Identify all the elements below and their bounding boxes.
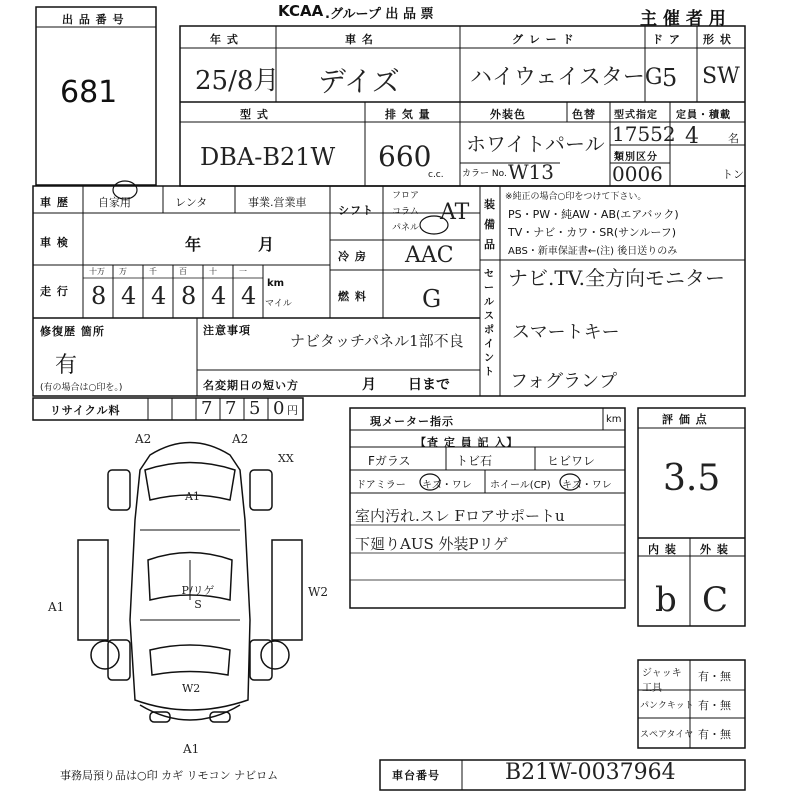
evaluation-label: 評 価 点 xyxy=(662,413,708,426)
exterior-grade: C xyxy=(702,580,729,620)
recycle-digit: 7 xyxy=(201,398,213,419)
expiry-month: 月 xyxy=(362,377,376,393)
grade-value: ハイウェイスターG xyxy=(470,65,663,90)
shape-value: SW xyxy=(702,64,740,89)
color-change-label: 色替 xyxy=(572,108,596,121)
brand-logo: KCAA xyxy=(278,2,324,20)
shift-value: AT xyxy=(440,200,470,225)
caution-label: 注意事項 xyxy=(203,324,251,337)
class-value: 0006 xyxy=(612,162,663,186)
evaluation-score: 3.5 xyxy=(663,458,721,499)
mileage-label: 走 行 xyxy=(40,285,69,298)
history-option-rental: レンタ xyxy=(175,196,208,209)
spare-label: スペアタイヤ xyxy=(640,730,694,740)
shift-panel: パネル xyxy=(392,223,420,233)
cc-unit: c.c. xyxy=(428,170,444,180)
doors-label: ド ア xyxy=(652,33,681,46)
class-label: 類別区分 xyxy=(614,152,658,163)
exterior-label: 外 装 xyxy=(700,543,729,556)
shift-label: シフト xyxy=(338,204,374,217)
wheel-status: キズ・ワレ xyxy=(562,480,612,491)
glass-label: Fガラス xyxy=(368,454,411,468)
diagram-mark-front-right: A2 xyxy=(232,432,249,446)
diagram-mark-xx: XX xyxy=(278,452,294,465)
diagram-mark-front-left: A2 xyxy=(135,432,152,446)
name-label: 車 名 xyxy=(345,33,374,46)
spare-value: 有・無 xyxy=(698,728,731,741)
model-label: 型 式 xyxy=(240,108,269,121)
doors-value: 5 xyxy=(662,64,678,92)
sales-point-1: ナビ.TV.全方向モニター xyxy=(508,266,726,290)
office-note: 事務局預り品は○印 カギ リモコン ナビロム xyxy=(60,769,279,782)
name-value: デイズ xyxy=(318,65,400,98)
inspection-month: 月 xyxy=(258,235,275,254)
diagram-mark-hood: A1 xyxy=(185,490,200,503)
mirror-status: キズ・ワレ xyxy=(422,480,472,491)
capacity-value: 4 xyxy=(685,124,699,149)
diagram-mark-left-side: A1 xyxy=(48,600,65,614)
type-designation-value: 17552 xyxy=(612,122,676,146)
inspection-note-1: 室内汚れ.スレ Fロアサポートu xyxy=(355,507,565,525)
chassis-value: B21W-0037964 xyxy=(505,760,676,785)
sales-point-2: スマートキー xyxy=(512,322,620,343)
year-label: 年 式 xyxy=(210,33,239,46)
chassis-label: 車台番号 xyxy=(392,769,440,782)
load-unit: トン xyxy=(722,168,744,181)
ac-value: AAC xyxy=(405,243,454,268)
mileage-unit-label: 十 xyxy=(209,267,217,276)
mileage-unit-label: 百 xyxy=(179,267,187,276)
stone-label: トビ石 xyxy=(456,454,493,468)
inspection-note-2: 下廻りAUS 外装Pリゲ xyxy=(355,535,509,553)
shift-column: コラム xyxy=(392,207,419,217)
mileage-unit-label: 万 xyxy=(119,267,127,276)
capacity-label: 定員・積載 xyxy=(676,110,731,121)
color-no-label: カラー No. xyxy=(462,169,507,179)
expiry-day: 日まで xyxy=(408,377,450,393)
lot-label: 出 品 番 号 xyxy=(62,13,125,26)
model-value: DBA-B21W xyxy=(200,143,336,171)
mileage-digit: 8 xyxy=(91,282,107,310)
interior-grade: b xyxy=(655,580,677,620)
km-label: km xyxy=(267,278,285,289)
exterior-color-label: 外装色 xyxy=(490,108,526,121)
wheel-label: ホイール(CP) xyxy=(490,480,551,491)
equipment-note: ※純正の場合○印をつけて下さい。 xyxy=(505,192,647,202)
equipment-line1: PS・PW・純AW・AB(エアバック) xyxy=(508,208,679,221)
crack-label: ヒビワレ xyxy=(547,454,596,468)
jack-label: ジャッキ工具 xyxy=(642,668,682,694)
history-option-private: 自家用 xyxy=(98,196,131,209)
grade-label: グ レ ー ド xyxy=(512,33,575,46)
recycle-digit: 7 xyxy=(225,398,237,419)
expiry-label: 名変期日の短い方 xyxy=(203,379,299,392)
mirror-label: ドアミラー xyxy=(356,480,406,491)
caution-value: ナビタッチパネル1部不良 xyxy=(290,332,464,350)
color-no-value: W13 xyxy=(508,160,555,184)
displacement-label: 排 気 量 xyxy=(385,108,431,121)
history-label: 車 歴 xyxy=(40,196,69,209)
shape-label: 形 状 xyxy=(703,33,732,46)
mileage-unit-label: 十万 xyxy=(89,267,105,276)
meter-label: 現メーター指示 xyxy=(370,415,454,428)
mileage-digit: 8 xyxy=(181,282,197,310)
recycle-label: リサイクル料 xyxy=(50,404,121,417)
host-label: 主 催 者 用 xyxy=(640,9,726,29)
sales-label: セールスポイント xyxy=(484,269,495,378)
exterior-color-value: ホワイトパール xyxy=(466,132,605,156)
inspector-label: 【査 定 員 記 入】 xyxy=(415,436,519,449)
fuel-label: 燃 料 xyxy=(338,290,367,303)
sales-point-3: フォグランプ xyxy=(510,371,618,392)
repair-value: 有 xyxy=(55,353,78,378)
mileage-digit: 4 xyxy=(241,282,257,310)
shift-floor: フロア xyxy=(392,191,420,201)
inspection-label: 車 検 xyxy=(40,236,69,249)
jack-value: 有・無 xyxy=(698,670,731,683)
interior-label: 内 装 xyxy=(648,543,677,556)
repair-note: (有の場合は○印を。) xyxy=(40,383,123,393)
mileage-digit: 4 xyxy=(211,282,227,310)
mileage-unit-label: 千 xyxy=(149,267,157,276)
form-title: .グループ 出 品 票 xyxy=(325,7,434,22)
inspection-year: 年 xyxy=(185,235,202,254)
fuel-value: G xyxy=(422,285,442,313)
repair-label: 修復歴 箇所 xyxy=(40,325,105,338)
diagram-mark-roof: P/リゲ S xyxy=(181,584,215,611)
mileage-unit-label: 一 xyxy=(239,267,247,276)
recycle-unit: 円 xyxy=(287,404,298,417)
history-option-business: 事業.営業車 xyxy=(248,196,307,209)
diagram-mark-rear: W2 xyxy=(182,682,201,695)
meter-unit: km xyxy=(606,414,622,425)
mileage-digit: 4 xyxy=(151,282,167,310)
recycle-digit: 0 xyxy=(273,398,285,419)
equipment-line3: ABS・新車保証書←(注) 後日送りのみ xyxy=(508,246,678,257)
equipment-line2: TV・ナビ・カワ・SR(サンルーフ) xyxy=(508,226,677,239)
puncture-label: パンクキット xyxy=(640,701,694,711)
lot-number: 681 xyxy=(60,75,118,110)
recycle-digit: 5 xyxy=(249,398,261,419)
diagram-mark-right-side: W2 xyxy=(308,585,328,599)
capacity-unit: 名 xyxy=(728,132,739,145)
diagram-mark-bumper: A1 xyxy=(183,742,200,756)
mileage-digit: 4 xyxy=(121,282,137,310)
equipment-label: 装備品 xyxy=(484,198,496,251)
ac-label: 冷 房 xyxy=(338,250,367,263)
type-designation-label: 型式指定 xyxy=(614,110,658,121)
year-value: 25/8月 xyxy=(195,66,280,96)
puncture-value: 有・無 xyxy=(698,699,731,712)
displacement-value: 660 xyxy=(378,140,432,173)
mile-label: マイル xyxy=(265,299,292,309)
